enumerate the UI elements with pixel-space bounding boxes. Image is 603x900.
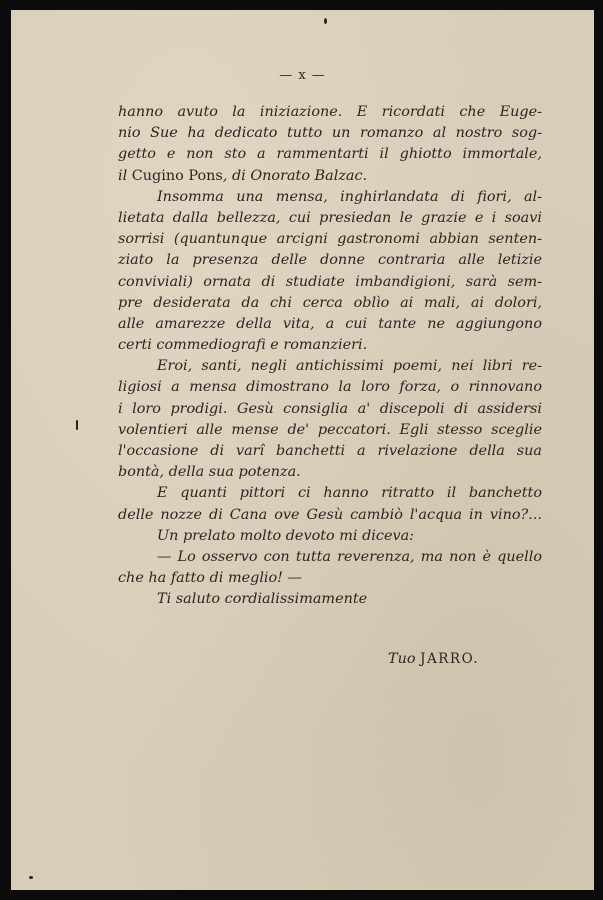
text-line: i loro prodigi. Gesù consiglia a' discepoli di assidersi <box>118 400 542 417</box>
text-fragment: , di Onorato Balzac. <box>222 167 368 184</box>
text-line: E quanti pittori ci hanno ritratto il banchetto <box>157 485 542 502</box>
text-line: ligiosi a mensa dimostrano la loro forza, o rinnovano <box>118 379 542 396</box>
signature-salutation: Tuo <box>388 651 416 667</box>
text-line: bontà, della sua potenza. <box>118 464 301 481</box>
text-line: — Lo osservo con tutta reverenza, ma non è quello <box>157 548 542 565</box>
paper-speck <box>29 876 33 879</box>
text-line: Eroi, santi, negli antichissimi poemi, nei libri re- <box>157 358 542 375</box>
text-line: certi commediografi e romanzieri. <box>118 337 368 354</box>
paper-speck <box>76 420 78 430</box>
body-text <box>118 102 542 611</box>
text-line: nio Sue ha dedicato tutto un romanzo al nostro sog- <box>118 125 542 142</box>
book-page <box>11 10 594 890</box>
book-title: Cugino Pons <box>131 167 223 184</box>
text-line: Un prelato molto devoto mi diceva: <box>157 527 415 544</box>
text-line: hanno avuto la iniziazione. E ricordati che Euge- <box>118 104 542 120</box>
text-line: pre desiderata da chi cerca oblìo ai mali, ai dolori, <box>118 294 542 311</box>
text-line: che ha fatto di meglio! — <box>118 570 302 587</box>
text-line: conviviali) ornata di studiate imbandigioni, sarà sem- <box>118 273 542 290</box>
text-line: delle nozze di Cana ove Gesù cambiò l'acqua in vino?... <box>118 506 542 523</box>
text-line: Ti saluto cordialissimamente <box>157 591 368 608</box>
text-line <box>118 166 542 187</box>
signature <box>388 651 479 667</box>
text-line: Insomma una mensa, inghirlandata di fiori, al- <box>157 188 542 205</box>
signature-name: JARRO. <box>420 651 480 667</box>
text-line: alle amarezze della vita, a cui tante ne aggiungono <box>118 315 542 332</box>
text-line: sorrisi (quantunque arcigni gastronomi abbian senten- <box>118 231 542 248</box>
text-line: l'occasione di varî banchetti a rivelazione della sua <box>118 443 542 459</box>
text-line: ziato la presenza delle donne contraria alle letizie <box>118 252 542 269</box>
text-line: getto e non sto a rammentarti il ghiotto immortale, <box>118 146 542 163</box>
text-fragment: il <box>118 167 132 184</box>
text-line: volentieri alle mense de' peccatori. Egli stesso sceglie <box>118 421 542 438</box>
page-number: — x — <box>279 68 326 83</box>
paper-speck <box>324 18 327 24</box>
text-line: lietata dalla bellezza, cui presiedan le grazie e i soavi <box>118 209 542 226</box>
